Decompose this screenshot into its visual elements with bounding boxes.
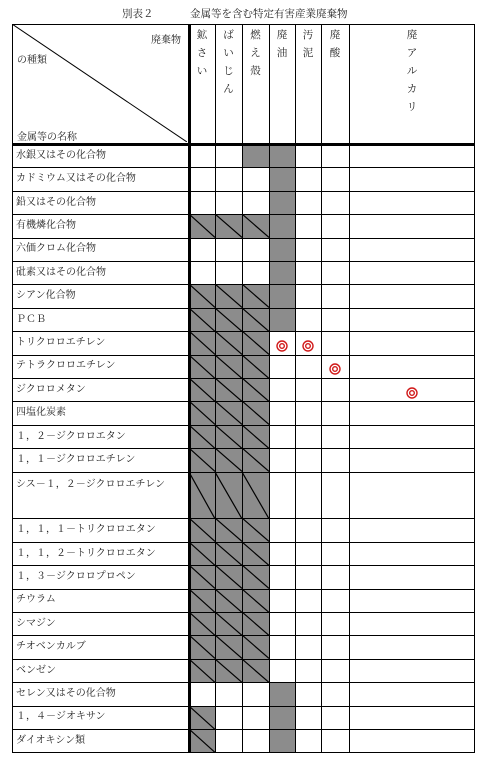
hatched-cell: [189, 401, 215, 424]
shaded-cell: [242, 144, 269, 167]
row-name: チウラム: [16, 594, 56, 606]
row-divider: [12, 706, 475, 707]
table-bottom-border: [12, 752, 475, 753]
column-divider: [12, 24, 13, 753]
column-divider: [349, 24, 350, 753]
hatched-cell: [242, 589, 269, 612]
column-header-baijin: [215, 30, 242, 102]
row-divider: [12, 143, 475, 146]
hatched-cell: [242, 308, 269, 331]
hatched-cell: [242, 472, 269, 519]
header-corner-metal-name: 金属等の名称: [17, 132, 77, 143]
shaded-cell: [269, 308, 295, 331]
column-header-char: い: [196, 65, 208, 77]
column-header-char: 泥: [302, 47, 314, 59]
hatched-cell: [189, 706, 215, 729]
row-divider: [12, 729, 475, 730]
applicable-mark-icon: [302, 337, 314, 349]
row-name: シアン化合物: [16, 290, 76, 302]
hatched-cell: [215, 214, 242, 237]
row-divider: [12, 401, 475, 402]
hatched-cell: [242, 331, 269, 354]
column-header-char: 殻: [250, 65, 261, 77]
hatched-cell: [189, 448, 215, 471]
row-divider: [12, 191, 475, 192]
hatched-cell: [215, 635, 242, 658]
hatched-cell: [189, 425, 215, 448]
shaded-cell: [269, 214, 295, 237]
hatched-cell: [189, 729, 215, 752]
row-name: ダイオキシン類: [16, 734, 86, 746]
row-name: 六価クロム化合物: [16, 243, 96, 255]
row-divider: [12, 518, 475, 519]
hatched-cell: [215, 518, 242, 541]
row-divider: [12, 238, 475, 239]
shaded-cell: [269, 238, 295, 261]
header-corner-type: の種類: [17, 55, 47, 66]
hatched-cell: [215, 612, 242, 635]
row-name: １，３－ジクロロプロペン: [16, 570, 136, 582]
column-header-char: カ: [406, 83, 418, 95]
row-name: １，１，１－トリクロロエタン: [16, 524, 156, 536]
applicable-mark-icon: [276, 337, 288, 349]
row-name: １，２－ジクロロエタン: [16, 430, 126, 442]
column-header-char: 鉱: [196, 29, 208, 41]
shaded-cell: [269, 284, 295, 307]
hatched-cell: [242, 542, 269, 565]
column-header-odei: [295, 30, 321, 66]
row-name: シマジン: [16, 617, 56, 629]
row-divider: [12, 635, 475, 636]
column-header-char: 燃: [250, 29, 261, 41]
row-name: 砒素又はその化合物: [16, 266, 106, 278]
row-divider: [12, 682, 475, 683]
hatched-cell: [215, 448, 242, 471]
hatched-cell: [215, 378, 242, 401]
column-header-char: さ: [196, 47, 208, 59]
row-divider: [12, 331, 475, 332]
applicable-mark-icon: [406, 384, 418, 396]
row-name: ＰＣＢ: [16, 313, 46, 325]
shaded-cell: [269, 682, 295, 705]
shaded-cell: [269, 167, 295, 190]
row-divider: [12, 425, 475, 426]
row-divider: [12, 284, 475, 285]
row-name: 鉛又はその化合物: [16, 196, 96, 208]
table-title: 金属等を含む特定有害産業廃棄物: [190, 8, 348, 20]
hatched-cell: [189, 214, 215, 237]
column-header-char: ば: [223, 29, 234, 41]
column-header-char: リ: [406, 101, 418, 113]
column-header-moegara: [242, 30, 269, 84]
table-caption: [0, 6, 485, 22]
column-header-kousai: [189, 30, 215, 84]
hatched-cell: [189, 308, 215, 331]
column-divider: [242, 24, 243, 753]
hatched-cell: [242, 565, 269, 588]
hatched-cell: [242, 518, 269, 541]
hatched-cell: [189, 284, 215, 307]
shaded-cell: [269, 261, 295, 284]
hatched-cell: [242, 355, 269, 378]
hatched-cell: [215, 659, 242, 682]
column-divider: [188, 24, 191, 753]
column-header-char: い: [223, 47, 234, 59]
hatched-cell: [189, 355, 215, 378]
row-divider: [12, 378, 475, 379]
shaded-cell: [269, 144, 295, 167]
hatched-cell: [215, 472, 242, 519]
hatched-cell: [242, 401, 269, 424]
row-divider: [12, 612, 475, 613]
row-divider: [12, 167, 475, 168]
row-divider: [12, 589, 475, 590]
hatched-cell: [242, 214, 269, 237]
hatched-cell: [215, 331, 242, 354]
row-name: シス－１，２－ジクロロエチレン: [16, 478, 166, 490]
shaded-cell: [269, 191, 295, 214]
column-header-char: ル: [406, 65, 418, 77]
hatched-cell: [215, 355, 242, 378]
row-name: セレン又はその化合物: [16, 687, 116, 699]
row-divider: [12, 355, 475, 356]
row-divider: [12, 448, 475, 449]
row-divider: [12, 659, 475, 660]
row-divider: [12, 472, 475, 473]
hatched-cell: [242, 425, 269, 448]
row-divider: [12, 214, 475, 215]
row-name: １，１－ジクロロエチレン: [16, 453, 136, 465]
hatched-cell: [215, 401, 242, 424]
row-name: カドミウム又はその化合物: [16, 173, 136, 185]
hatched-cell: [189, 518, 215, 541]
table-number: 別表２: [122, 8, 154, 20]
hatched-cell: [189, 331, 215, 354]
row-divider: [12, 565, 475, 566]
hatched-cell: [242, 378, 269, 401]
shaded-cell: [269, 729, 295, 752]
row-divider: [12, 261, 475, 262]
column-header-char: 廃: [276, 29, 288, 41]
column-header-haialkali: [349, 30, 475, 120]
column-header-haiyu: [269, 30, 295, 66]
hatched-cell: [242, 659, 269, 682]
hatched-cell: [189, 635, 215, 658]
hatched-cell: [242, 284, 269, 307]
column-divider: [215, 24, 216, 753]
hatched-cell: [189, 378, 215, 401]
table-top-border: [12, 24, 475, 25]
hatched-cell: [215, 542, 242, 565]
hatched-cell: [189, 542, 215, 565]
row-divider: [12, 542, 475, 543]
row-divider: [12, 308, 475, 309]
row-name: チオベンカルブ: [16, 641, 86, 653]
row-name: 水銀又はその化合物: [16, 149, 106, 161]
row-name: テトラクロロエチレン: [16, 360, 116, 372]
column-divider: [269, 24, 270, 753]
row-name: １，１，２－トリクロロエタン: [16, 547, 156, 559]
row-name: １，４－ジオキサン: [16, 711, 106, 723]
hatched-cell: [242, 448, 269, 471]
row-name: 有機燐化合物: [16, 219, 76, 231]
shaded-cell: [269, 706, 295, 729]
waste-table: [12, 24, 475, 755]
row-name: トリクロロエチレン: [16, 336, 106, 348]
header-corner-waste: 廃棄物: [151, 35, 181, 46]
row-name: ベンゼン: [16, 664, 56, 676]
column-header-haisan: [321, 30, 349, 66]
hatched-cell: [189, 612, 215, 635]
hatched-cell: [242, 635, 269, 658]
column-divider: [474, 24, 475, 753]
applicable-mark-icon: [329, 360, 341, 372]
column-divider: [295, 24, 296, 753]
column-header-char: じ: [223, 65, 234, 77]
hatched-cell: [215, 425, 242, 448]
column-header-char: ん: [223, 83, 234, 95]
hatched-cell: [215, 284, 242, 307]
column-header-char: ア: [406, 47, 418, 59]
hatched-cell: [189, 472, 215, 519]
row-name: 四塩化炭素: [16, 407, 66, 419]
hatched-cell: [242, 612, 269, 635]
hatched-cell: [215, 589, 242, 612]
column-header-char: え: [250, 47, 261, 59]
hatched-cell: [215, 308, 242, 331]
column-header-char: 油: [276, 47, 288, 59]
hatched-cell: [215, 565, 242, 588]
hatched-cell: [189, 659, 215, 682]
hatched-cell: [189, 565, 215, 588]
hatched-cell: [189, 589, 215, 612]
column-divider: [321, 24, 322, 753]
column-header-char: 廃: [406, 29, 418, 41]
row-name: ジクロロメタン: [16, 383, 86, 395]
column-header-char: 汚: [302, 29, 314, 41]
column-header-char: 廃: [329, 29, 341, 41]
column-header-char: 酸: [329, 47, 341, 59]
